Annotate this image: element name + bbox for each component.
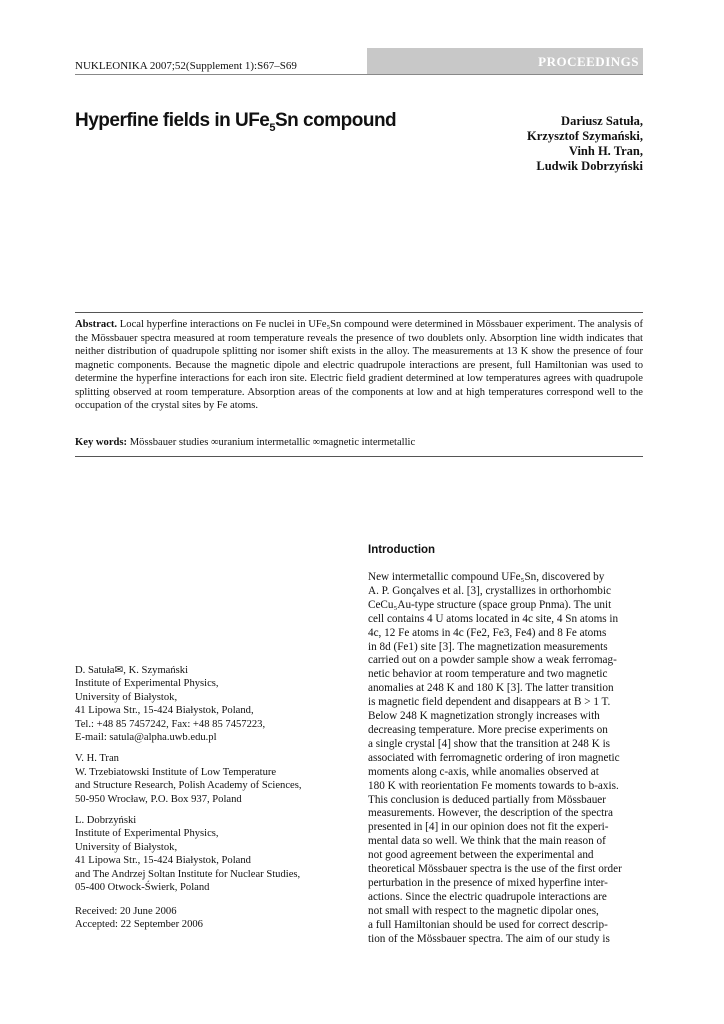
introduction-line: 180 K with reorientation Fe moments towards to b-axis.	[368, 779, 619, 792]
received-date: Received: 20 June 2006	[75, 906, 177, 917]
keywords-label: Key words:	[75, 437, 128, 448]
introduction-line: CeCu₅Au-type structure (space group Pnma). The unit	[368, 598, 612, 611]
affiliation-tran	[75, 752, 345, 806]
affiliation-line: 50-950 Wrocław, P.O. Box 937, Poland	[75, 793, 242, 805]
section-heading-introduction: Introduction	[368, 544, 436, 556]
introduction-line: netic behavior at room temperature and two magnetic	[368, 668, 608, 681]
affiliation-line: V. H. Tran	[75, 753, 119, 765]
introduction-line: not good agreement between the experimental and	[368, 849, 594, 862]
affiliation-line: Institute of Experimental Physics,	[75, 828, 219, 840]
abstract-text: Local hyperfine interactions on Fe nuclei in UFe₅Sn compound were determined in Mössbauer experiment. The analysis of the Mössbauer spectra measured at room temperature reveals the presence of two doublets only. Absorption line width indicates that neither distribution of quadrupole splitting nor isomer shift exists in the alloy. The measurements at 13 K show the presence of four magnetic components. Because the magnetic dipole and electric quadrupole interactions are present, full Hamiltonian was used to determine the hyperfine interactions for each iron site. Electric field gradient determined at low temperatures agrees with quadrupole splitting observed at room temperature. Absorption areas of the components at low and at high temperatures correspond well to the occupation of the crystal sites by Fe atoms.	[75, 319, 643, 411]
introduction-line: 4c, 12 Fe atoms in 4c (Fe2, Fe3, Fe4) and 8 Fe atoms	[368, 626, 607, 639]
introduction-line: not small with respect to the magnetic dipolar ones,	[368, 904, 599, 917]
affiliation-line: L. Dobrzyński	[75, 815, 137, 827]
introduction-line: theoretical Mössbauer spectra is the use of the first order	[368, 863, 622, 876]
affiliation-satula	[75, 664, 345, 744]
paper-title	[75, 110, 396, 134]
received-dates	[75, 905, 203, 932]
introduction-line: a full Hamiltonian should be used for correct descrip-	[368, 918, 608, 931]
introduction-line: A. P. Gonçalves et al. [3], crystallizes in orthorhombic	[368, 584, 611, 597]
introduction-line: is magnetic field dependent and disappears at B > 1 T.	[368, 696, 611, 709]
introduction-line: associated with ferromagnetic ordering of iron magnetic	[368, 751, 620, 764]
author-list	[527, 114, 643, 174]
affiliation-line: W. Trzebiatowski Institute of Low Temperature	[75, 766, 277, 778]
affiliation-line: 41 Lipowa Str., 15-424 Białystok, Poland,	[75, 705, 254, 717]
introduction-line: This conclusion is deduced partially from Mössbauer	[368, 793, 606, 806]
introduction-line: Below 248 K magnetization strongly increases with	[368, 710, 600, 723]
abstract-label: Abstract.	[75, 319, 118, 330]
introduction-line: measurements. However, the description of the spectra	[368, 807, 613, 820]
introduction-line: decreasing temperature. More precise experiments on	[368, 723, 608, 736]
header-rule	[75, 74, 643, 75]
introduction-line: in 8d (Fe1) site [3]. The magnetization measurements	[368, 640, 608, 653]
introduction-line: tion of the Mössbauer spectra. The aim of our study is	[368, 932, 610, 945]
introduction-line: perturbation in the presence of mixed hyperfine inter-	[368, 876, 608, 889]
affiliation-line: 41 Lipowa Str., 15-424 Białystok, Poland	[75, 855, 251, 867]
introduction-line: carried out on a powder sample show a weak ferromag-	[368, 654, 617, 667]
keywords-rule	[75, 456, 643, 457]
introduction-line: anomalies at 248 K and 180 K [3]. The latter transition	[368, 682, 614, 695]
affiliation-line: University of Białystok,	[75, 841, 178, 853]
introduction-line: a single crystal [4] show that the transition at 248 K is	[368, 737, 611, 750]
introduction-line: moments along c-axis, while anomalies observed at	[368, 765, 599, 778]
keywords	[75, 437, 643, 448]
affiliation-line: Institute of Experimental Physics,	[75, 678, 219, 690]
accepted-date: Accepted: 22 September 2006	[75, 919, 203, 931]
affiliation-line: Tel.: +48 85 7457242, Fax: +48 85 7457223,	[75, 718, 266, 730]
journal-citation: NUKLEONIKA 2007;52(Supplement 1):S67–S69	[75, 60, 297, 72]
title-main: Hyperfine fields in UFe	[75, 110, 270, 131]
author: Vinh H. Tran,	[568, 144, 643, 158]
proceedings-badge: PROCEEDINGS	[367, 48, 643, 74]
affiliation-line: and The Andrzej Soltan Institute for Nuclear Studies,	[75, 868, 301, 880]
affiliation-email: E-mail: satula@alpha.uwb.edu.pl	[75, 732, 217, 744]
introduction-line: actions. Since the electric quadrupole interactions are	[368, 890, 607, 903]
keywords-text: Mössbauer studies ∞uranium intermetallic ∞magnetic intermetallic	[129, 437, 416, 448]
introduction-line: New intermetallic compound UFe₅Sn, discovered by	[368, 571, 605, 583]
affiliation-line: and Structure Research, Polish Academy of Sciences,	[75, 780, 302, 792]
introduction-line: cell contains 4 U atoms located in 4c site, 4 Sn atoms in	[368, 612, 619, 625]
affiliation-dobrzynski	[75, 814, 345, 894]
affiliations	[75, 664, 345, 903]
author: Dariusz Satuła,	[561, 114, 643, 128]
affiliation-line: 05-400 Otwock-Świerk, Poland	[75, 882, 210, 894]
author: Ludwik Dobrzyński	[536, 159, 643, 173]
abstract-rule	[75, 312, 643, 313]
introduction-line: mental data so well. We think that the main reason of	[368, 835, 606, 848]
introduction-line: presented in [4] in our opinion does not fit the experi-	[368, 821, 609, 834]
introduction-body	[368, 571, 643, 946]
abstract	[75, 318, 643, 413]
title-rest: Sn compound	[275, 110, 397, 131]
affiliation-line: D. Satuła✉, K. Szymański	[75, 665, 189, 676]
title-subscript: 5	[269, 121, 275, 134]
author: Krzysztof Szymański,	[527, 129, 643, 143]
affiliation-line: University of Białystok,	[75, 691, 178, 703]
